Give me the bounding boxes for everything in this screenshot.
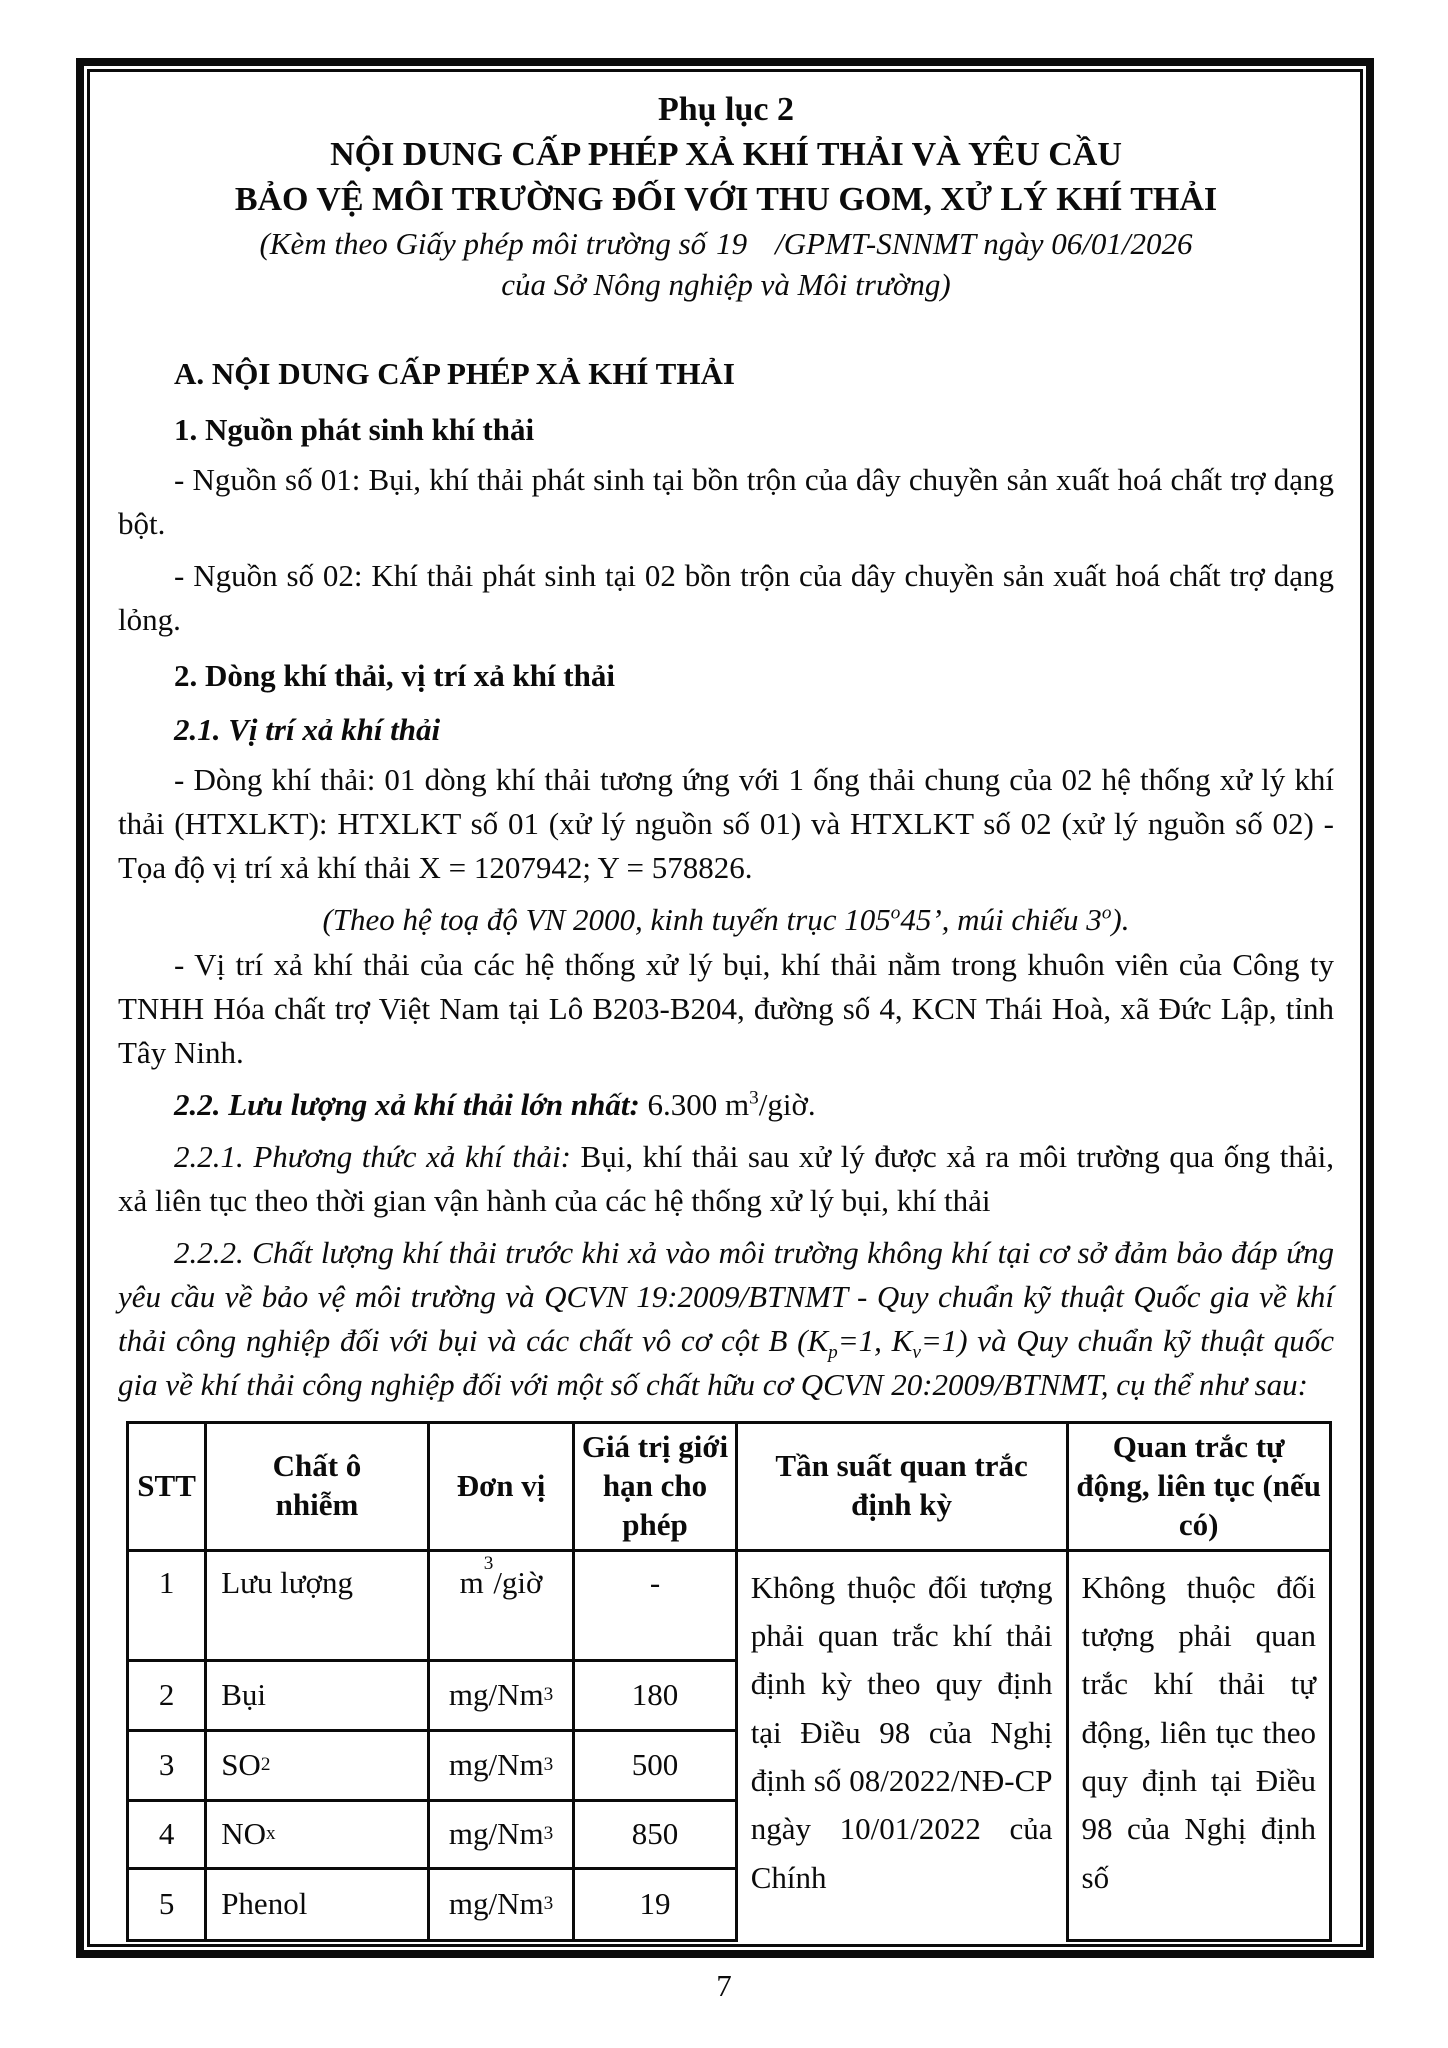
- document-title-line2: BẢO VỆ MÔI TRƯỜNG ĐỐI VỚI THU GOM, XỬ LÝ KHÍ THẢI: [234, 180, 1218, 218]
- table-row-4-stt: 4: [129, 1802, 207, 1870]
- table-row-1-unit: m 3 /giờ: [430, 1552, 576, 1662]
- table-header-limit: Giá trị giới hạn cho phép: [575, 1424, 737, 1552]
- section-2-1-heading: 2.1. Vị trí xả khí thải: [174, 712, 441, 748]
- table-row-3-limit: 500: [575, 1732, 737, 1802]
- table-header-periodic-monitoring: Tần suất quan trắc định kỳ: [738, 1424, 1069, 1552]
- periodic-monitoring-cell: Không thuộc đối tượng phải quan trắc khí thải định kỳ theo quy định tại Điều 98 của Nghị định số 08/2022/NĐ-CP ngày 10/01/2022 của Chính: [738, 1552, 1069, 1942]
- permit-number: 19: [716, 225, 748, 261]
- section-2-heading: 2. Dòng khí thải, vị trí xả khí thải: [174, 658, 615, 694]
- table-row-5-stt: 5: [129, 1870, 207, 1942]
- table-row-2-stt: 2: [129, 1662, 207, 1732]
- section-1-heading: 1. Nguồn phát sinh khí thải: [174, 412, 535, 448]
- permit-reference-suffix: /GPMT-SNNMT ngày 06/01/2026: [775, 225, 1193, 261]
- table-header-stt: STT: [129, 1424, 207, 1552]
- table-row-2-unit: mg/Nm 3: [430, 1662, 576, 1732]
- table-row-1-limit: -: [575, 1552, 737, 1662]
- table-row-1-pollutant: Lưu lượng: [207, 1552, 430, 1662]
- document-title-line1: NỘI DUNG CẤP PHÉP XẢ KHÍ THẢI VÀ YÊU CẦU: [330, 135, 1122, 173]
- section-2-2-line: [118, 1083, 1334, 1127]
- source-01-paragraph: - Nguồn số 01: Bụi, khí thải phát sinh tại bồn trộn của dây chuyền sản xuất hoá chất trợ dạng bột.: [118, 462, 1334, 542]
- table-row-5-unit: mg/Nm 3: [430, 1870, 576, 1942]
- table-row-2-limit: 180: [575, 1662, 737, 1732]
- appendix-label: Phụ lục 2: [657, 91, 795, 128]
- page-border-inner-line: [87, 69, 1363, 1947]
- permit-reference-line2: của Sở Nông nghiệp và Môi trường): [501, 267, 951, 303]
- table-row-1-stt: 1: [129, 1552, 207, 1662]
- document-content: [90, 72, 1360, 1944]
- page-border-frame: [76, 58, 1374, 1958]
- section-2-2-heading: 2.2. Lưu lượng xả khí thải lớn nhất:: [174, 1086, 640, 1122]
- coordinate-system-note: (Theo hệ toạ độ VN 2000, kinh tuyến trục 105$^o$45’, múi chiếu 3$^o$).: [322, 902, 1130, 938]
- section-2-2-1-text: Bụi, khí thải sau xử lý được xả ra môi trường qua ống thải, xả liên tục theo thời gian vận hành của các hệ thống xử lý bụi, khí thải: [118, 1138, 1334, 1218]
- source-02-paragraph: - Nguồn số 02: Khí thải phát sinh tại 02 bồn trộn của dây chuyền sản xuất hoá chất trợ dạng lỏng.: [118, 558, 1334, 638]
- max-flow-value: 6.300 $m^3$/giờ.: [647, 1086, 816, 1122]
- table-header-pollutant: Chất ô nhiễm: [207, 1424, 430, 1552]
- auto-monitoring-cell: Không thuộc đối tượng phải quan trắc khí thải tự động, liên tục theo quy định tại Điều 98 của Nghị định số: [1069, 1552, 1332, 1942]
- table-row-3-pollutant: SO 2: [207, 1732, 430, 1802]
- table-row-4-pollutant: NO x: [207, 1802, 430, 1870]
- discharge-location-paragraph: - Vị trí xả khí thải của các hệ thống xử lý bụi, khí thải nằm trong khuôn viên của Công ty TNHH Hóa chất trợ Việt Nam tại Lô B203-B204, đường số 4, KCN Thái Hoà, xã Đức Lập, tỉnh Tây Ninh.: [118, 946, 1334, 1070]
- table-row-5-limit: 19: [575, 1870, 737, 1942]
- table-row-3-stt: 3: [129, 1732, 207, 1802]
- exhaust-flow-paragraph: - Dòng khí thải: 01 dòng khí thải tương ứng với 1 ống thải chung của 02 hệ thống xử lý khí thải (HTXLKT): HTXLKT số 01 (xử lý nguồn số 01) và HTXLKT số 02 (xử lý nguồn số 02) - Tọa độ vị trí xả khí thải X = 1207942; Y = 578826.: [118, 762, 1334, 886]
- section-2-2-1-heading: 2.2.1. Phương thức xả khí thải:: [174, 1138, 571, 1174]
- section-2-2-1-paragraph: [118, 1135, 1334, 1223]
- table-row-3-unit: mg/Nm 3: [430, 1732, 576, 1802]
- page-number: 7: [716, 1968, 732, 2003]
- permit-reference-prefix: (Kèm theo Giấy phép môi trường số: [259, 225, 707, 261]
- permit-reference-line1: [118, 223, 1334, 265]
- table-row-4-limit: 850: [575, 1802, 737, 1870]
- table-header-auto-monitoring: Quan trắc tự động, liên tục (nếu có): [1069, 1424, 1332, 1552]
- section-a-heading: A. NỘI DUNG CẤP PHÉP XẢ KHÍ THẢI: [174, 356, 735, 392]
- table-row-5-pollutant: Phenol: [207, 1870, 430, 1942]
- section-2-2-2-paragraph: 2.2.2. Chất lượng khí thải trước khi xả vào môi trường không khí tại cơ sở đảm bảo đáp ứng yêu cầu về bảo vệ môi trường và QCVN 19:2009/BTNMT - Quy chuẩn kỹ thuật Quốc gia về khí thải công nghiệp đối với bụi và các chất vô cơ cột B ($K_p=1$, $K_v=1$) và Quy chuẩn kỹ thuật quốc gia về khí thải công nghiệp đối với một số chất hữu cơ QCVN 20:2009/BTNMT, cụ thể như sau:: [118, 1234, 1334, 1402]
- table-row-4-unit: mg/Nm 3: [430, 1802, 576, 1870]
- table-header-unit: Đơn vị: [430, 1424, 576, 1552]
- table-row-2-pollutant: Bụi: [207, 1662, 430, 1732]
- emission-limits-table: [126, 1421, 1332, 1942]
